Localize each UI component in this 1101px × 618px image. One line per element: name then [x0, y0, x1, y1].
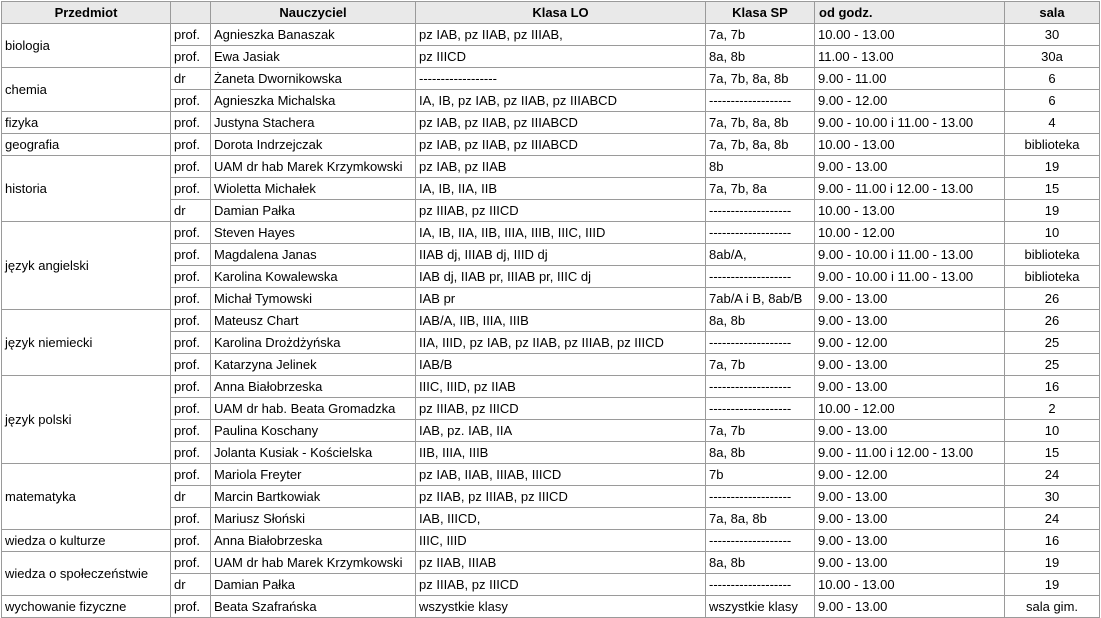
subject-cell: język angielski [2, 222, 171, 310]
hours-cell: 9.00 - 12.00 [815, 464, 1005, 486]
table-row [2, 24, 1100, 46]
class-lo-cell: pz IIAB, pz IIIAB, pz IIICD [416, 486, 706, 508]
class-lo-cell: IAB, pz. IAB, IIA [416, 420, 706, 442]
hours-cell: 9.00 - 11.00 i 12.00 - 13.00 [815, 442, 1005, 464]
teacher-name-cell: Jolanta Kusiak - Kościelska [211, 442, 416, 464]
table-row [2, 596, 1100, 618]
teacher-title-cell: prof. [171, 442, 211, 464]
hours-cell: 10.00 - 13.00 [815, 24, 1005, 46]
class-sp-cell: 7a, 7b, 8a [706, 178, 815, 200]
class-sp-cell: 7b [706, 464, 815, 486]
table-row [2, 310, 1100, 332]
class-sp-cell: 7a, 8a, 8b [706, 508, 815, 530]
class-lo-cell: IAB pr [416, 288, 706, 310]
teacher-name-cell: Mateusz Chart [211, 310, 416, 332]
subject-cell: biologia [2, 24, 171, 68]
subject-cell: wychowanie fizyczne [2, 596, 171, 618]
hours-cell: 9.00 - 13.00 [815, 354, 1005, 376]
class-lo-cell: ------------------ [416, 68, 706, 90]
teacher-name-cell: Magdalena Janas [211, 244, 416, 266]
room-cell: 26 [1005, 310, 1100, 332]
teacher-title-cell: dr [171, 486, 211, 508]
teacher-name-cell: Agnieszka Michalska [211, 90, 416, 112]
teacher-title-cell: prof. [171, 90, 211, 112]
header-room: sala [1005, 2, 1100, 24]
class-lo-cell: IAB dj, IIAB pr, IIIAB pr, IIIC dj [416, 266, 706, 288]
teacher-title-cell: prof. [171, 288, 211, 310]
teacher-name-cell: UAM dr hab. Beata Gromadzka [211, 398, 416, 420]
teacher-title-cell: prof. [171, 530, 211, 552]
class-lo-cell: pz IAB, pz IIAB, pz IIIABCD [416, 112, 706, 134]
class-sp-cell: 7a, 7b [706, 24, 815, 46]
teacher-title-cell: prof. [171, 178, 211, 200]
teacher-name-cell: Żaneta Dwornikowska [211, 68, 416, 90]
table-row [2, 156, 1100, 178]
class-sp-cell: ------------------- [706, 266, 815, 288]
hours-cell: 9.00 - 13.00 [815, 486, 1005, 508]
class-sp-cell: 7ab/A i B, 8ab/B [706, 288, 815, 310]
teacher-title-cell: prof. [171, 46, 211, 68]
class-lo-cell: IIA, IIID, pz IAB, pz IIAB, pz IIIAB, pz IIICD [416, 332, 706, 354]
class-sp-cell: ------------------- [706, 376, 815, 398]
teacher-title-cell: prof. [171, 398, 211, 420]
room-cell: 16 [1005, 530, 1100, 552]
class-lo-cell: IA, IB, IIA, IIB, IIIA, IIIB, IIIC, IIID [416, 222, 706, 244]
table-row [2, 222, 1100, 244]
table-row [2, 552, 1100, 574]
teacher-name-cell: Michał Tymowski [211, 288, 416, 310]
teacher-name-cell: Marcin Bartkowiak [211, 486, 416, 508]
room-cell: 25 [1005, 332, 1100, 354]
header-hours: od godz. [815, 2, 1005, 24]
table-row [2, 530, 1100, 552]
schedule-table-wrapper [1, 1, 1100, 618]
room-cell: 10 [1005, 420, 1100, 442]
teacher-name-cell: Dorota Indrzejczak [211, 134, 416, 156]
teacher-name-cell: Anna Białobrzeska [211, 530, 416, 552]
hours-cell: 9.00 - 13.00 [815, 420, 1005, 442]
class-lo-cell: pz IIIAB, pz IIICD [416, 574, 706, 596]
hours-cell: 10.00 - 13.00 [815, 574, 1005, 596]
teacher-title-cell: prof. [171, 134, 211, 156]
teacher-title-cell: prof. [171, 354, 211, 376]
subject-cell: język niemiecki [2, 310, 171, 376]
hours-cell: 9.00 - 10.00 i 11.00 - 13.00 [815, 112, 1005, 134]
class-lo-cell: IIIC, IIID, pz IIAB [416, 376, 706, 398]
room-cell: 15 [1005, 178, 1100, 200]
class-lo-cell: pz IAB, pz IIAB [416, 156, 706, 178]
class-sp-cell: 8a, 8b [706, 552, 815, 574]
class-lo-cell: IIIC, IIID [416, 530, 706, 552]
table-body [2, 24, 1100, 618]
class-lo-cell: pz IIAB, IIIAB [416, 552, 706, 574]
class-sp-cell: 8ab/A, [706, 244, 815, 266]
subject-cell: historia [2, 156, 171, 222]
room-cell: 10 [1005, 222, 1100, 244]
room-cell: 6 [1005, 90, 1100, 112]
hours-cell: 9.00 - 10.00 i 11.00 - 13.00 [815, 266, 1005, 288]
class-lo-cell: wszystkie klasy [416, 596, 706, 618]
subject-cell: geografia [2, 134, 171, 156]
header-teacher: Nauczyciel [211, 2, 416, 24]
class-sp-cell: 8b [706, 156, 815, 178]
subject-cell: język polski [2, 376, 171, 464]
class-lo-cell: pz IIIAB, pz IIICD [416, 200, 706, 222]
class-sp-cell: 7a, 7b, 8a, 8b [706, 68, 815, 90]
teacher-name-cell: Damian Pałka [211, 200, 416, 222]
room-cell: biblioteka [1005, 266, 1100, 288]
hours-cell: 9.00 - 13.00 [815, 508, 1005, 530]
hours-cell: 9.00 - 13.00 [815, 552, 1005, 574]
room-cell: sala gim. [1005, 596, 1100, 618]
table-row [2, 134, 1100, 156]
subject-cell: wiedza o kulturze [2, 530, 171, 552]
room-cell: 24 [1005, 508, 1100, 530]
class-sp-cell: ------------------- [706, 90, 815, 112]
teacher-name-cell: Mariola Freyter [211, 464, 416, 486]
teacher-name-cell: Steven Hayes [211, 222, 416, 244]
teacher-title-cell: prof. [171, 112, 211, 134]
room-cell: 4 [1005, 112, 1100, 134]
class-sp-cell: 7a, 7b, 8a, 8b [706, 112, 815, 134]
teacher-name-cell: Ewa Jasiak [211, 46, 416, 68]
class-sp-cell: ------------------- [706, 200, 815, 222]
room-cell: 30 [1005, 486, 1100, 508]
teacher-name-cell: Paulina Koschany [211, 420, 416, 442]
class-sp-cell: ------------------- [706, 332, 815, 354]
room-cell: 19 [1005, 574, 1100, 596]
class-lo-cell: IA, IB, pz IAB, pz IIAB, pz IIIABCD [416, 90, 706, 112]
class-sp-cell: 7a, 7b, 8a, 8b [706, 134, 815, 156]
teacher-title-cell: prof. [171, 24, 211, 46]
teacher-title-cell: prof. [171, 464, 211, 486]
room-cell: 25 [1005, 354, 1100, 376]
table-row [2, 68, 1100, 90]
room-cell: 6 [1005, 68, 1100, 90]
class-sp-cell: ------------------- [706, 530, 815, 552]
table-row [2, 112, 1100, 134]
teacher-title-cell: prof. [171, 552, 211, 574]
class-sp-cell: ------------------- [706, 486, 815, 508]
teacher-name-cell: Damian Pałka [211, 574, 416, 596]
class-lo-cell: IIB, IIIA, IIIB [416, 442, 706, 464]
room-cell: 15 [1005, 442, 1100, 464]
hours-cell: 9.00 - 13.00 [815, 530, 1005, 552]
header-subject: Przedmiot [2, 2, 171, 24]
teacher-title-cell: dr [171, 68, 211, 90]
room-cell: 16 [1005, 376, 1100, 398]
teacher-title-cell: prof. [171, 420, 211, 442]
teacher-name-cell: Justyna Stachera [211, 112, 416, 134]
class-lo-cell: pz IAB, IIAB, IIIAB, IIICD [416, 464, 706, 486]
teacher-title-cell: prof. [171, 332, 211, 354]
header-class-sp: Klasa SP [706, 2, 815, 24]
subject-cell: matematyka [2, 464, 171, 530]
class-lo-cell: pz IAB, pz IIAB, pz IIIAB, [416, 24, 706, 46]
teacher-title-cell: dr [171, 200, 211, 222]
teacher-name-cell: Katarzyna Jelinek [211, 354, 416, 376]
room-cell: 19 [1005, 200, 1100, 222]
room-cell: 30 [1005, 24, 1100, 46]
class-sp-cell: ------------------- [706, 398, 815, 420]
teacher-title-cell: prof. [171, 376, 211, 398]
hours-cell: 11.00 - 13.00 [815, 46, 1005, 68]
class-sp-cell: 7a, 7b [706, 354, 815, 376]
hours-cell: 10.00 - 13.00 [815, 200, 1005, 222]
room-cell: 26 [1005, 288, 1100, 310]
hours-cell: 10.00 - 13.00 [815, 134, 1005, 156]
class-sp-cell: wszystkie klasy [706, 596, 815, 618]
teacher-name-cell: Karolina Drożdżyńska [211, 332, 416, 354]
room-cell: biblioteka [1005, 244, 1100, 266]
hours-cell: 10.00 - 12.00 [815, 398, 1005, 420]
room-cell: 19 [1005, 552, 1100, 574]
hours-cell: 9.00 - 12.00 [815, 90, 1005, 112]
subject-cell: fizyka [2, 112, 171, 134]
table-row [2, 464, 1100, 486]
teacher-title-cell: prof. [171, 310, 211, 332]
class-sp-cell: 8a, 8b [706, 46, 815, 68]
class-sp-cell: ------------------- [706, 574, 815, 596]
hours-cell: 9.00 - 13.00 [815, 288, 1005, 310]
hours-cell: 9.00 - 13.00 [815, 376, 1005, 398]
class-lo-cell: IAB, IIICD, [416, 508, 706, 530]
class-sp-cell: 8a, 8b [706, 310, 815, 332]
teacher-title-cell: dr [171, 574, 211, 596]
class-lo-cell: IAB/A, IIB, IIIA, IIIB [416, 310, 706, 332]
teacher-name-cell: Beata Szafrańska [211, 596, 416, 618]
class-lo-cell: pz IAB, pz IIAB, pz IIIABCD [416, 134, 706, 156]
hours-cell: 9.00 - 13.00 [815, 156, 1005, 178]
teacher-title-cell: prof. [171, 266, 211, 288]
hours-cell: 9.00 - 13.00 [815, 596, 1005, 618]
hours-cell: 9.00 - 10.00 i 11.00 - 13.00 [815, 244, 1005, 266]
hours-cell: 9.00 - 13.00 [815, 310, 1005, 332]
teacher-title-cell: prof. [171, 596, 211, 618]
teacher-name-cell: Karolina Kowalewska [211, 266, 416, 288]
teacher-name-cell: UAM dr hab Marek Krzymkowski [211, 552, 416, 574]
teacher-title-cell: prof. [171, 222, 211, 244]
class-sp-cell: 8a, 8b [706, 442, 815, 464]
teacher-schedule-table [1, 1, 1100, 618]
header-title [171, 2, 211, 24]
hours-cell: 9.00 - 11.00 [815, 68, 1005, 90]
hours-cell: 9.00 - 12.00 [815, 332, 1005, 354]
teacher-title-cell: prof. [171, 244, 211, 266]
room-cell: 24 [1005, 464, 1100, 486]
class-sp-cell: ------------------- [706, 222, 815, 244]
teacher-name-cell: Anna Białobrzeska [211, 376, 416, 398]
class-lo-cell: IA, IB, IIA, IIB [416, 178, 706, 200]
subject-cell: wiedza o społeczeństwie [2, 552, 171, 596]
class-lo-cell: IIAB dj, IIIAB dj, IIID dj [416, 244, 706, 266]
teacher-name-cell: Mariusz Słoński [211, 508, 416, 530]
room-cell: 30a [1005, 46, 1100, 68]
teacher-name-cell: Agnieszka Banaszak [211, 24, 416, 46]
header-row [2, 2, 1100, 24]
header-class-lo: Klasa LO [416, 2, 706, 24]
table-row [2, 376, 1100, 398]
room-cell: 2 [1005, 398, 1100, 420]
teacher-title-cell: prof. [171, 508, 211, 530]
hours-cell: 10.00 - 12.00 [815, 222, 1005, 244]
room-cell: biblioteka [1005, 134, 1100, 156]
class-lo-cell: pz IIIAB, pz IIICD [416, 398, 706, 420]
room-cell: 19 [1005, 156, 1100, 178]
hours-cell: 9.00 - 11.00 i 12.00 - 13.00 [815, 178, 1005, 200]
class-lo-cell: pz IIICD [416, 46, 706, 68]
class-lo-cell: IAB/B [416, 354, 706, 376]
subject-cell: chemia [2, 68, 171, 112]
teacher-name-cell: UAM dr hab Marek Krzymkowski [211, 156, 416, 178]
teacher-title-cell: prof. [171, 156, 211, 178]
teacher-name-cell: Wioletta Michałek [211, 178, 416, 200]
class-sp-cell: 7a, 7b [706, 420, 815, 442]
